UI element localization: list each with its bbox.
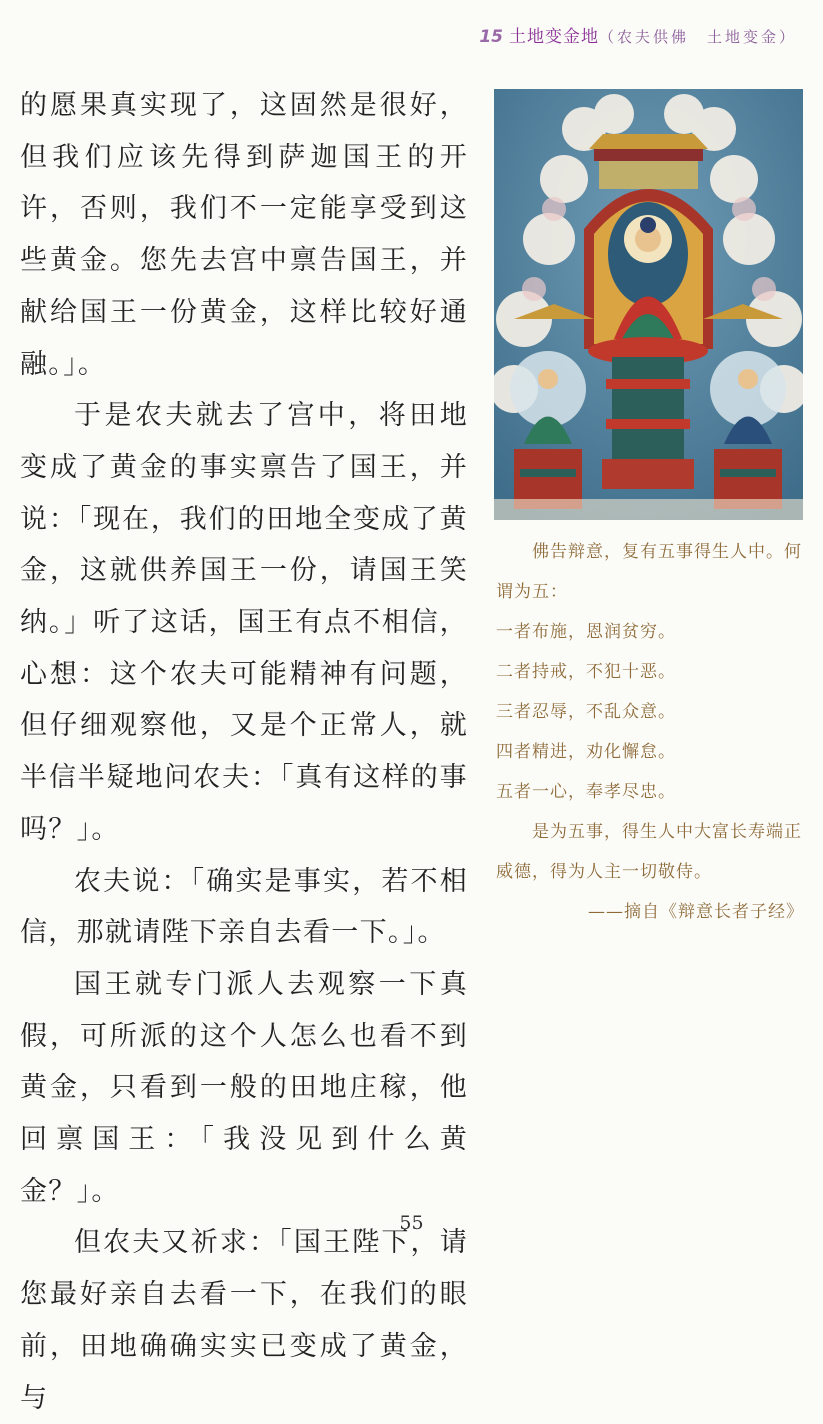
- paragraph: 于是农夫就去了宫中，将田地变成了黄金的事实禀告了国王，并说：「现在，我们的田地全变成了黄金，这就供养国王一份，请国王笑纳。」听了这话，国王有点不相信，心想：这个农夫可能精神有问题，但仔细观察他，又是个正常人，就半信半疑地问农夫：「真有这样的事吗？」。: [20, 400, 468, 845]
- page-number: 55: [399, 1212, 424, 1234]
- running-header: [479, 22, 797, 47]
- buddha-painting: [494, 89, 803, 520]
- chapter-title: 土地变金地: [508, 27, 599, 47]
- caption-item: 二者持戒，不犯十恶。: [496, 662, 676, 682]
- caption-intro: 佛告辩意，复有五事得生人中。何谓为五：: [496, 542, 802, 602]
- paragraph: 的愿果真实现了，这固然是很好，但我们应该先得到萨迦国王的开许，否则，我们不一定能享受到这些黄金。您先去宫中禀告国王，并献给国王一份黄金，这样比较好通融。」。: [20, 90, 468, 380]
- paragraph: 农夫说：「确实是事实，若不相信，那就请陛下亲自去看一下。」。: [20, 865, 468, 949]
- chapter-subtitle: （农夫供佛 土地变金）: [598, 28, 797, 46]
- caption-conclusion: 是为五事，得生人中大富长寿端正威德，得为人主一切敬侍。: [496, 822, 802, 882]
- sutra-caption: [496, 532, 808, 932]
- chapter-number: 15: [479, 27, 503, 47]
- caption-item: 四者精进，劝化懈怠。: [496, 742, 676, 762]
- caption-item: 三者忍辱，不乱众意。: [496, 702, 676, 722]
- caption-source: ——摘自《辩意长者子经》: [588, 902, 804, 922]
- paragraph: 但农夫又祈求：「国王陛下，请您最好亲自去看一下，在我们的眼前，田地确确实实已变成了黄金，与: [20, 1227, 468, 1414]
- caption-item: 五者一心，奉孝尽忠。: [496, 782, 676, 802]
- paragraph: 国王就专门派人去观察一下真假，可所派的这个人怎么也看不到黄金，只看到一般的田地庄稼，他回禀国王：「我没见到什么黄金？」。: [20, 968, 468, 1207]
- caption-item: 一者布施，恩润贫穷。: [496, 622, 676, 642]
